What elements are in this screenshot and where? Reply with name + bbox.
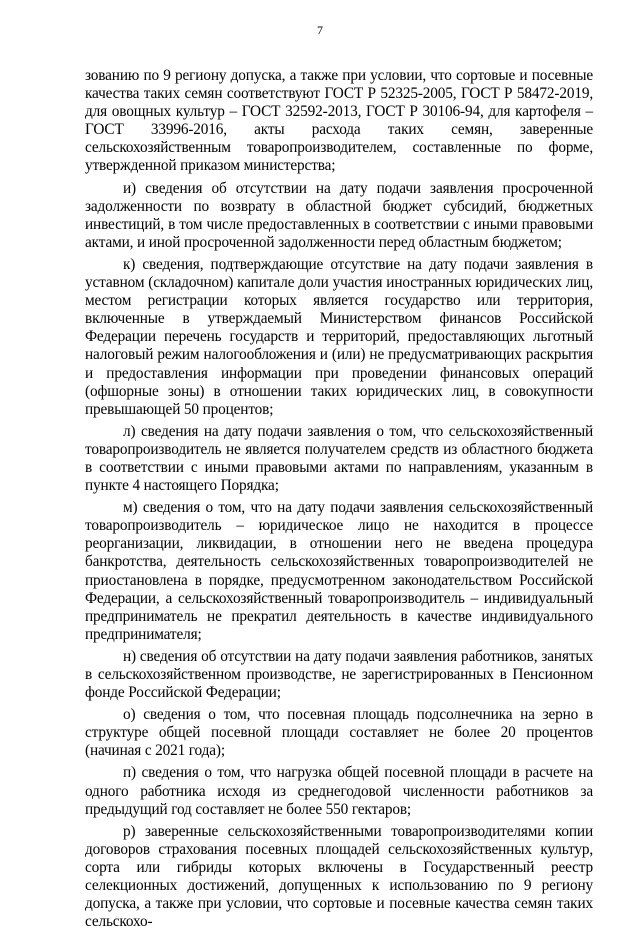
- paragraph-item-p: п) сведения о том, что нагрузка общей посевной площади в расчете на одного работника исходя из среднегодовой численности работников за предыдущий год составляет не более 550 гектаров;: [85, 764, 593, 818]
- page-number: 7: [317, 23, 323, 37]
- document-body: [85, 67, 593, 935]
- paragraph-item-i: и) сведения об отсутствии на дату подачи заявления просроченной задолженности по возврату в областной бюджет субсидий, бюджетных инвестиций, в том числе предоставленных в соответствии с иными правовыми актами, и иной просроченной задолженности перед областным бюджетом;: [85, 179, 593, 251]
- paragraph-continuation: зованию по 9 региону допуска, а также при условии, что сортовые и посевные качества таких семян соответствуют ГОСТ Р 52325-2005, ГОСТ Р 58472-2019, для овощных культур – ГОСТ 32592-2013, ГОСТ Р 30106-94, для картофеля – ГОСТ 33996-2016, акты расхода таких семян, заверенные сельскохозяйственным товаропроизводителем, составленные по форме, утвержденной приказом министерства;: [85, 67, 593, 175]
- paragraph-item-o: о) сведения о том, что посевная площадь подсолнечника на зерно в структуре общей посевной площади составляет не более 20 процентов (начиная с 2021 года);: [85, 706, 593, 760]
- paragraph-item-r: р) заверенные сельскохозяйственными товаропроизводителями копии договоров страхования посевных площадей сельскохозяйственных культур, сорта или гибриды которых включены в Государственный реестр селекционных достижений, допущенных к использованию по 9 региону допуска, а также при условии, что сортовые и посевные качества семян таких сельскохо-: [85, 822, 593, 931]
- paragraph-item-l: л) сведения на дату подачи заявления о том, что сельскохозяйственный товаропроизводитель не является получателем средств из областного бюджета в соответствии с иными правовыми актами по направлениям, указанным в пункте 4 настоящего Порядка;: [85, 422, 593, 495]
- paragraph-item-k: к) сведения, подтверждающие отсутствие на дату подачи заявления в уставном (складочном) капитале доли участия иностранных юридических лиц, местом регистрации которых является государство или территория, включенные в утверждаемый Министерством финансов Российской Федерации перечень государств и территорий, предоставляющих льготный налоговый режим налогообложения и (или) не предусматривающих раскрытия и предоставления информации при проведении финансовых операций (офшорные зоны) в отношении таких юридических лиц, в совокупности превышающей 50 процентов;: [85, 255, 593, 418]
- paragraph-item-n: н) сведения об отсутствии на дату подачи заявления работников, занятых в сельскохозяйственном производстве, не зарегистрированных в Пенсионном фонде Российской Федерации;: [85, 647, 593, 702]
- paragraph-item-m: м) сведения о том, что на дату подачи заявления сельскохозяйственный товаропроизводитель – юридическое лицо не находится в процессе реорганизации, ликвидации, в отношении него не введена процедура банкротства, деятельность сельскохозяйственных товаропроизводителей не приостановлена в порядке, предусмотренном законодательством Российской Федерации, а сельскохозяйственный товаропроизводитель – индивидуальный предприниматель не прекратил деятельность в качестве индивидуального предпринимателя;: [85, 499, 593, 643]
